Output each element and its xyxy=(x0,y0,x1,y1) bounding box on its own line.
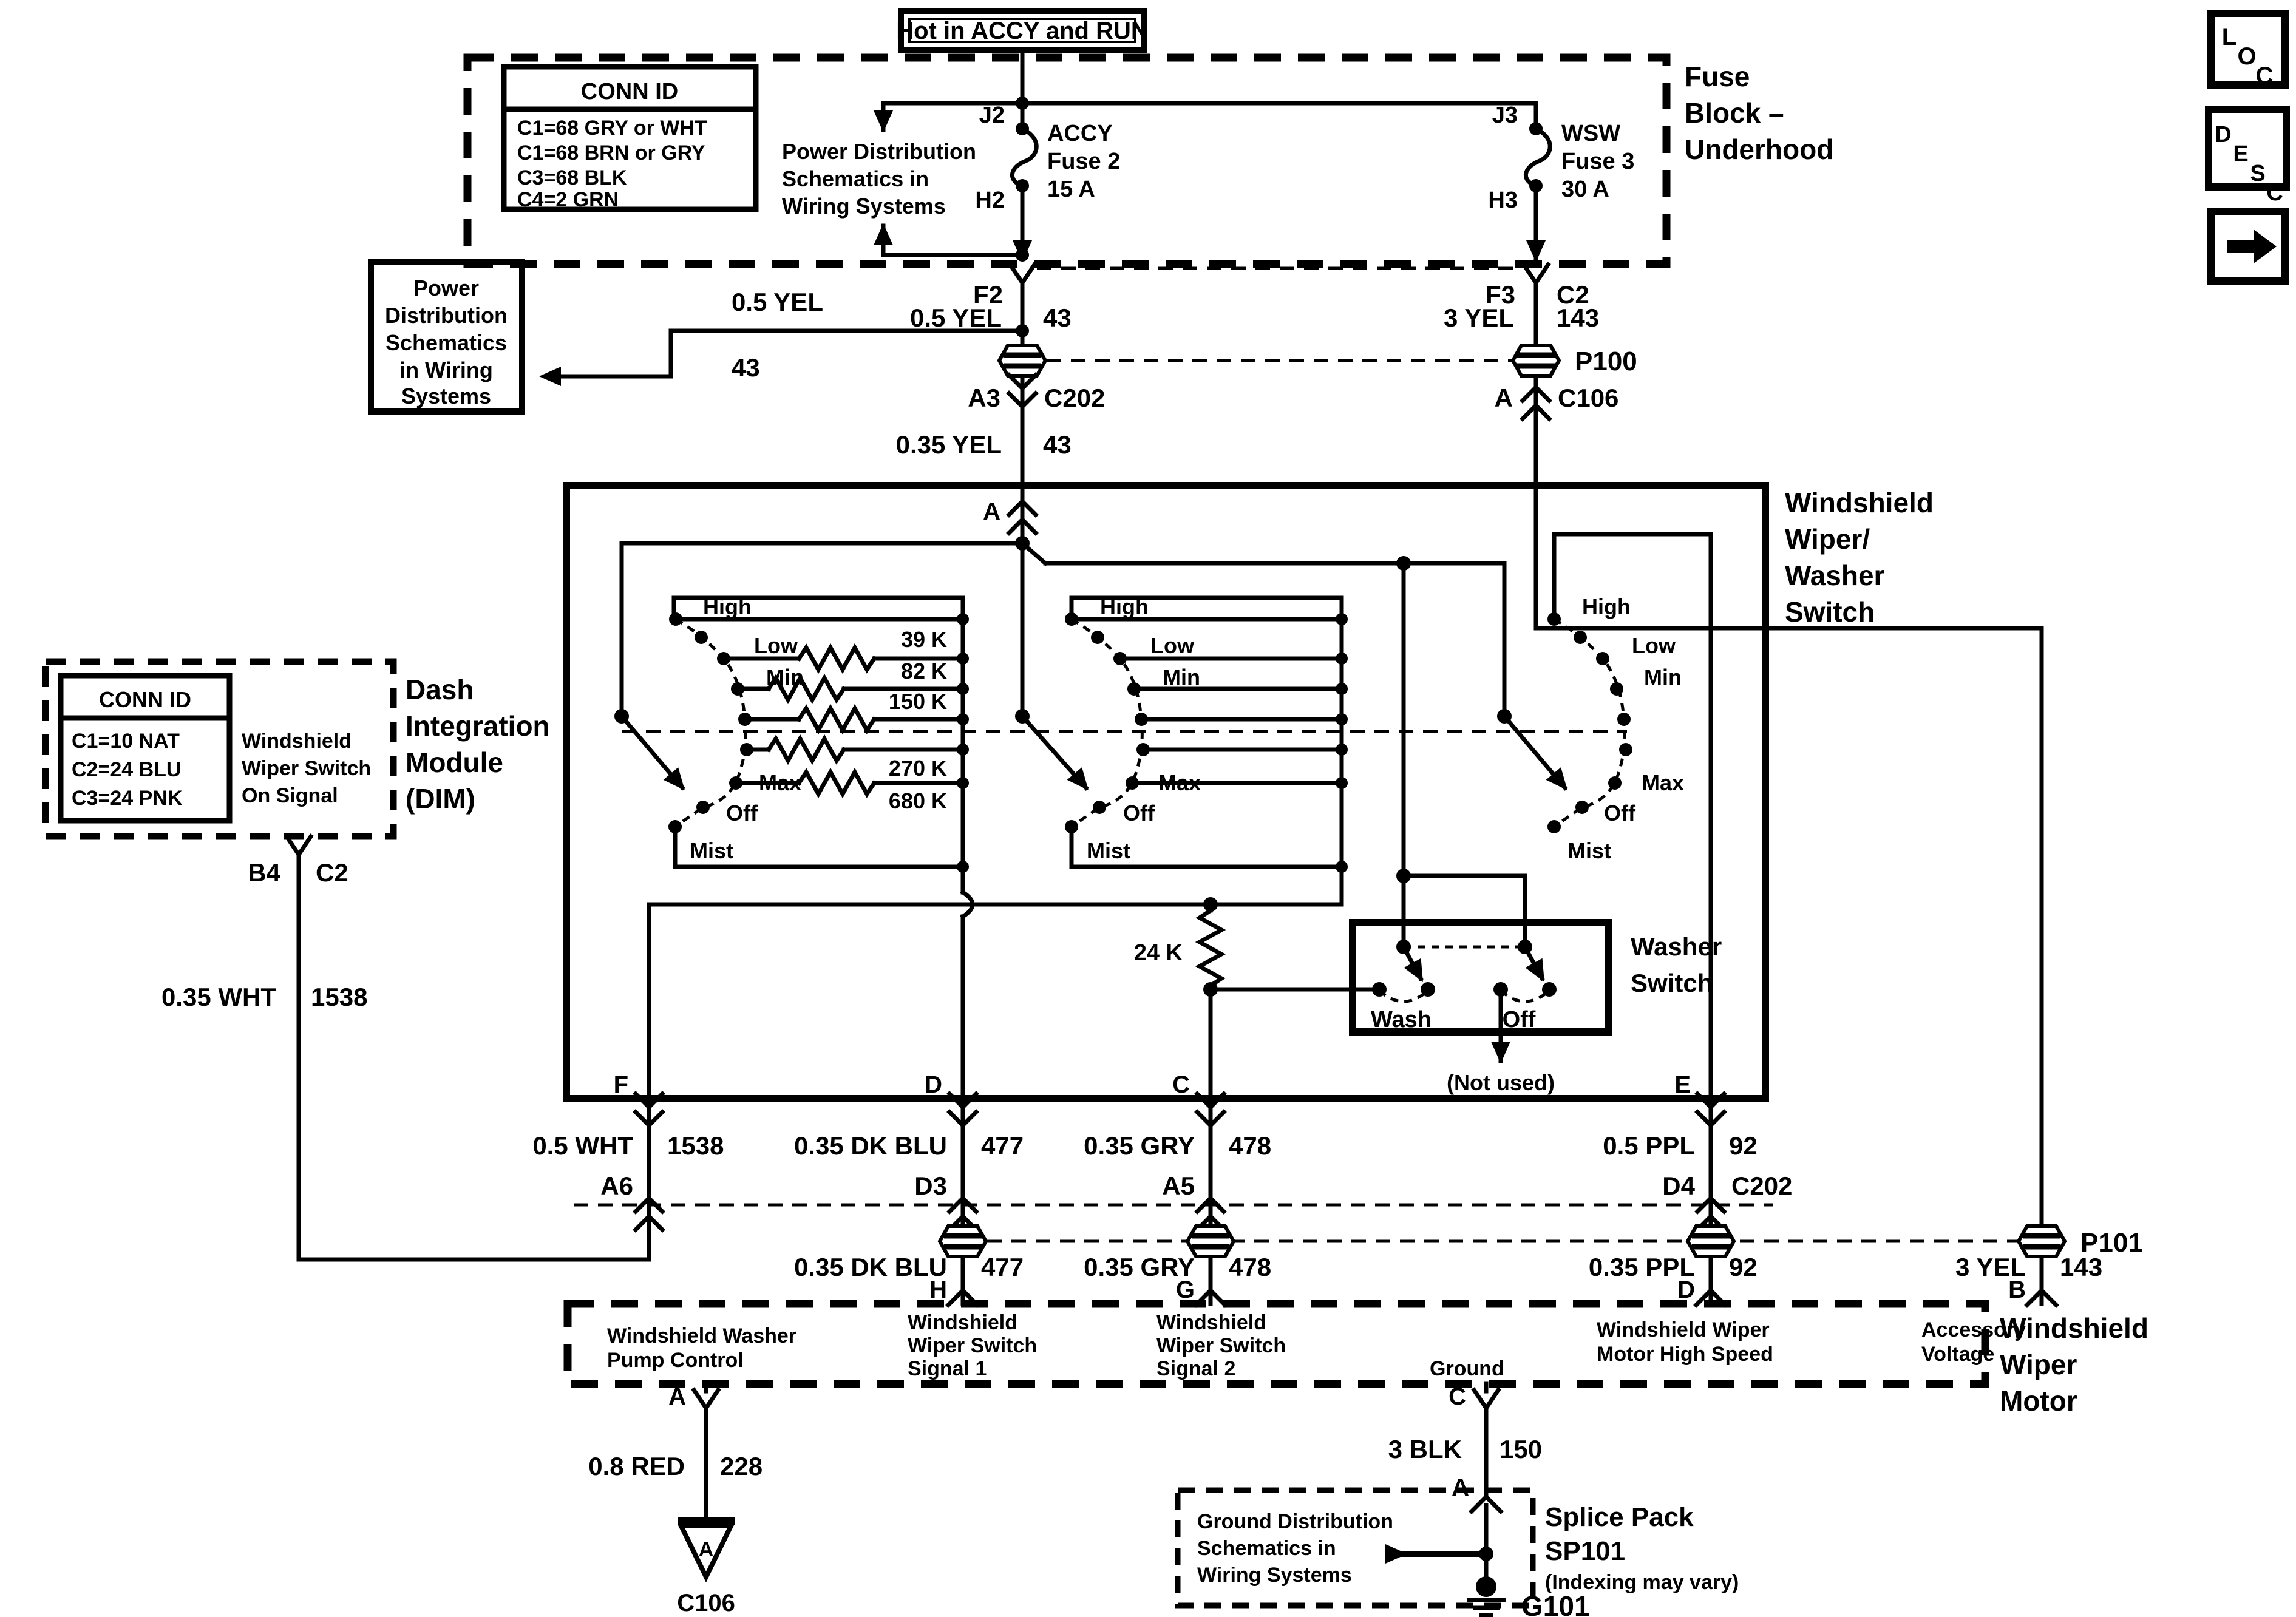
pin-a3: A3 xyxy=(968,384,1000,412)
wire-label: 92 xyxy=(1729,1253,1758,1281)
fuse-block-title: Underhood xyxy=(1685,134,1834,165)
fuse-block-underhood xyxy=(467,50,1833,264)
splice-pin-a: A xyxy=(1452,1474,1469,1501)
position-label: Max xyxy=(759,770,802,795)
resistor-value: 270 K xyxy=(888,756,947,781)
pin-a: A xyxy=(1494,384,1513,412)
c106-pin: A xyxy=(698,1538,714,1561)
wire-label: 0.35 DK BLU xyxy=(793,1131,947,1160)
wiper-switch-bank-2 xyxy=(1065,594,1348,904)
p100-label: P100 xyxy=(1575,347,1637,376)
position-label: High xyxy=(1100,594,1149,619)
position-label: Low xyxy=(1632,633,1676,658)
power-distribution-ref-box xyxy=(371,262,522,412)
toolbar-icons xyxy=(2209,13,2286,281)
desc-letter: C xyxy=(2266,180,2283,206)
resistor-24k-label: 24 K xyxy=(1133,940,1183,966)
hot-in-accy-run xyxy=(896,11,1149,50)
wire-label: 150 xyxy=(1500,1435,1543,1463)
motor-label: Wiper Switch xyxy=(1156,1334,1286,1357)
terminal-f3: F3 xyxy=(1485,280,1515,309)
terminal-f: F xyxy=(613,1071,628,1098)
wash-label: Wash xyxy=(1371,1007,1432,1032)
wire-yel-stub xyxy=(561,331,1022,376)
washer-title: Washer xyxy=(1631,932,1722,961)
wire-label: 0.5 YEL xyxy=(732,288,823,316)
wire-label: 0.8 RED xyxy=(588,1452,685,1480)
dim-signal-label: On Signal xyxy=(242,784,338,807)
position-label: Low xyxy=(1150,633,1194,658)
motor-label: Wiper Switch xyxy=(908,1334,1038,1357)
dim-conn-id-header: CONN ID xyxy=(99,687,191,712)
wire-label: 1538 xyxy=(311,983,368,1011)
g101-ground-symbol xyxy=(1467,1576,1506,1615)
wire-label: 3 YEL xyxy=(1955,1253,2026,1281)
wire-label: 0.35 GRY xyxy=(1084,1131,1195,1160)
not-used-label: (Not used) xyxy=(1447,1070,1555,1095)
wire-label: 228 xyxy=(720,1452,763,1480)
power-dist-ref: Schematics in xyxy=(782,166,929,191)
position-label: Mist xyxy=(1087,838,1130,863)
wire-label: 478 xyxy=(1229,1131,1272,1160)
pump-and-ground-wires xyxy=(588,1383,1739,1617)
terminal-a-pump: A xyxy=(668,1383,686,1410)
position-label: Off xyxy=(1123,801,1155,825)
dim-title: Module xyxy=(406,747,503,778)
wire-label: 0.5 PPL xyxy=(1603,1131,1695,1160)
fuse2-label: ACCY xyxy=(1047,121,1113,146)
windshield-wiper-motor xyxy=(568,1304,2148,1417)
ref-line: Power xyxy=(413,276,480,300)
ref-line: Distribution xyxy=(385,303,508,328)
desc-letter: S xyxy=(2250,161,2266,186)
wire-label: 478 xyxy=(1229,1253,1272,1281)
wire-label: 43 xyxy=(1043,303,1072,332)
motor-title: Windshield xyxy=(2000,1312,2148,1344)
splice-label: Splice Pack xyxy=(1545,1502,1694,1532)
motor-label: Signal 2 xyxy=(1156,1357,1236,1380)
inline-connector-p101 xyxy=(2019,1226,2065,1256)
conn-id-row: C1=68 BRN or GRY xyxy=(517,141,705,164)
loc-letter: O xyxy=(2237,43,2257,70)
motor-label: Windshield xyxy=(908,1311,1018,1334)
inline-connector xyxy=(1688,1226,1734,1256)
wire-label: 43 xyxy=(1043,430,1072,459)
conn-c2: C2 xyxy=(1557,280,1589,309)
fuse3-label: 30 A xyxy=(1561,177,1609,202)
conn-id-row: C4=2 GRN xyxy=(517,188,619,211)
g101-label: G101 xyxy=(1521,1590,1590,1617)
wiper-switch-bank-3 xyxy=(1547,594,1684,863)
motor-label: Motor High Speed xyxy=(1597,1343,1773,1366)
wire-yel xyxy=(1022,303,1536,628)
dim-signal-label: Wiper Switch xyxy=(242,757,372,780)
desc-letter: D xyxy=(2215,122,2232,147)
dim-title: (DIM) xyxy=(406,783,475,815)
wire-label: 0.35 WHT xyxy=(161,983,276,1011)
motor-title: Wiper xyxy=(2000,1349,2077,1380)
switch-title: Switch xyxy=(1785,596,1875,628)
switch-title: Washer xyxy=(1785,560,1885,591)
loc-letter: C xyxy=(2255,63,2274,89)
power-dist-ref: Power Distribution xyxy=(782,139,977,164)
hot-label: Hot in ACCY and RUN xyxy=(896,18,1149,44)
conn-c202: C202 xyxy=(1731,1171,1793,1200)
wire-label: 143 xyxy=(1557,303,1600,332)
motor-label: Windshield xyxy=(1156,1311,1267,1334)
position-label: Min xyxy=(1644,665,1682,690)
c106-connector xyxy=(677,1521,735,1616)
loc-letter: L xyxy=(2221,24,2237,50)
inline-connector xyxy=(940,1226,986,1256)
fuse-3 xyxy=(1488,103,1634,213)
dim-signal-label: Windshield xyxy=(242,730,352,753)
position-label: Low xyxy=(754,633,798,658)
right-arrow-icon xyxy=(2227,229,2277,263)
motor-label: Windshield Washer xyxy=(607,1324,797,1348)
motor-ground-label: Ground xyxy=(1430,1357,1504,1380)
terminal-c: C xyxy=(1172,1071,1190,1098)
wire-label: 0.5 YEL xyxy=(910,303,1002,332)
motor-label: Accessory xyxy=(1921,1318,2026,1341)
washer-switch xyxy=(1353,923,1722,1032)
terminal-h: H xyxy=(929,1276,947,1303)
splice-label: SP101 xyxy=(1545,1536,1626,1566)
position-label: Min xyxy=(766,665,804,690)
ground-ref-line: Wiring Systems xyxy=(1197,1564,1352,1587)
ground-ref-line: Schematics in xyxy=(1197,1537,1336,1560)
dim-conn-id-row: C1=10 NAT xyxy=(72,730,180,753)
fuse2-pin-top: J2 xyxy=(979,103,1005,128)
wiper-washer-switch xyxy=(566,486,1934,1125)
fuse2-label: Fuse 2 xyxy=(1047,149,1121,174)
dim-signal-wire xyxy=(299,875,649,1259)
terminal-d2: D xyxy=(1677,1276,1695,1303)
position-label: Min xyxy=(1163,665,1200,690)
position-label: Off xyxy=(726,801,758,825)
pin-a5: A5 xyxy=(1162,1171,1195,1200)
position-label: Max xyxy=(1158,770,1201,795)
wire-label: 0.35 DK BLU xyxy=(793,1253,947,1281)
dim-conn-id-row: C2=24 BLU xyxy=(72,758,182,781)
position-label: Off xyxy=(1604,801,1635,825)
power-dist-ref: Wiring Systems xyxy=(782,194,946,219)
harness-connectors xyxy=(532,1099,2142,1305)
terminal-b: B xyxy=(2008,1276,2026,1303)
wire-label: 143 xyxy=(2060,1253,2103,1281)
wire-label: 3 YEL xyxy=(1444,303,1514,332)
ground-ref-line: Ground Distribution xyxy=(1197,1510,1393,1533)
dash-integration-module xyxy=(46,662,649,1259)
ref-line: in Wiring xyxy=(399,358,493,382)
ref-line: Schematics xyxy=(385,330,508,355)
fuse-block-title: Fuse xyxy=(1685,61,1750,92)
terminal-f2: F2 xyxy=(973,280,1003,309)
wire-label: 43 xyxy=(732,353,760,382)
terminal-a: A xyxy=(983,498,1000,525)
ref-line: Systems xyxy=(401,384,492,408)
switch-title: Wiper/ xyxy=(1785,523,1870,555)
fuse2-label: 15 A xyxy=(1047,177,1095,202)
terminal-d: D xyxy=(925,1071,942,1098)
motor-label: Windshield Wiper xyxy=(1597,1318,1770,1341)
wire-label: 477 xyxy=(981,1253,1024,1281)
conn-id-header: CONN ID xyxy=(580,79,679,104)
position-label: Max xyxy=(1642,770,1685,795)
wire-label: 0.5 WHT xyxy=(532,1131,633,1160)
washer-off-label: Off xyxy=(1502,1007,1536,1032)
terminal-c-ground: C xyxy=(1449,1383,1466,1410)
pin-d4: D4 xyxy=(1662,1171,1695,1200)
conn-c106: C106 xyxy=(1558,384,1619,412)
wire-label: 0.35 YEL xyxy=(895,430,1002,459)
wire-label: 92 xyxy=(1729,1131,1758,1160)
position-label: Mist xyxy=(690,838,733,863)
dim-title: Integration xyxy=(406,710,550,742)
motor-label: Voltage xyxy=(1921,1343,1995,1366)
wire-label: 0.35 PPL xyxy=(1588,1253,1695,1281)
dim-conn-c2: C2 xyxy=(316,858,348,887)
inline-connector xyxy=(999,345,1045,376)
wiper-switch-bank-1 xyxy=(668,594,973,1099)
resistor-value: 150 K xyxy=(888,689,947,714)
motor-label: Pump Control xyxy=(607,1349,744,1372)
conn-id-row: C3=68 BLK xyxy=(517,166,627,189)
position-label: Mist xyxy=(1567,838,1611,863)
conn-id-row: C1=68 GRY or WHT xyxy=(517,117,707,140)
fuse3-label: Fuse 3 xyxy=(1561,149,1635,174)
wire-label: 477 xyxy=(981,1131,1024,1160)
feed-wires xyxy=(883,50,1536,258)
c106-label: C106 xyxy=(677,1590,735,1616)
position-label: High xyxy=(1582,594,1631,619)
motor-title: Motor xyxy=(2000,1385,2077,1417)
splice-label: (Indexing may vary) xyxy=(1545,1571,1739,1594)
p101-label: P101 xyxy=(2080,1228,2143,1258)
wire-label: 1538 xyxy=(667,1131,724,1160)
fuse-block-title: Block – xyxy=(1685,97,1784,129)
terminal-e: E xyxy=(1674,1071,1691,1098)
fuse3-pin-bottom: H3 xyxy=(1488,188,1518,213)
position-label: High xyxy=(703,594,752,619)
dim-title: Dash xyxy=(406,674,474,705)
pin-d3: D3 xyxy=(914,1171,947,1200)
fuse3-pin-top: J3 xyxy=(1492,103,1518,128)
conn-c202: C202 xyxy=(1044,384,1106,412)
fuse2-pin-bottom: H2 xyxy=(975,188,1005,213)
switch-title: Windshield xyxy=(1785,487,1934,518)
wire-label: 3 BLK xyxy=(1388,1435,1462,1463)
resistor-value: 82 K xyxy=(900,659,947,683)
motor-label: Signal 1 xyxy=(908,1357,987,1380)
inline-connector xyxy=(1187,1226,1234,1256)
dim-pin-b4: B4 xyxy=(248,858,280,887)
wire-label: 0.35 GRY xyxy=(1084,1253,1195,1281)
washer-title: Switch xyxy=(1631,969,1713,997)
desc-letter: E xyxy=(2233,141,2249,167)
fuse3-label: WSW xyxy=(1561,121,1621,146)
dim-conn-id-row: C3=24 PNK xyxy=(72,787,183,810)
inline-connector-p100 xyxy=(1513,345,1559,376)
resistor-value: 39 K xyxy=(900,627,947,652)
fuse-2 xyxy=(975,103,1120,213)
pin-a6: A6 xyxy=(600,1171,633,1200)
resistor-value: 680 K xyxy=(888,788,947,813)
terminal-g: G xyxy=(1175,1276,1195,1303)
